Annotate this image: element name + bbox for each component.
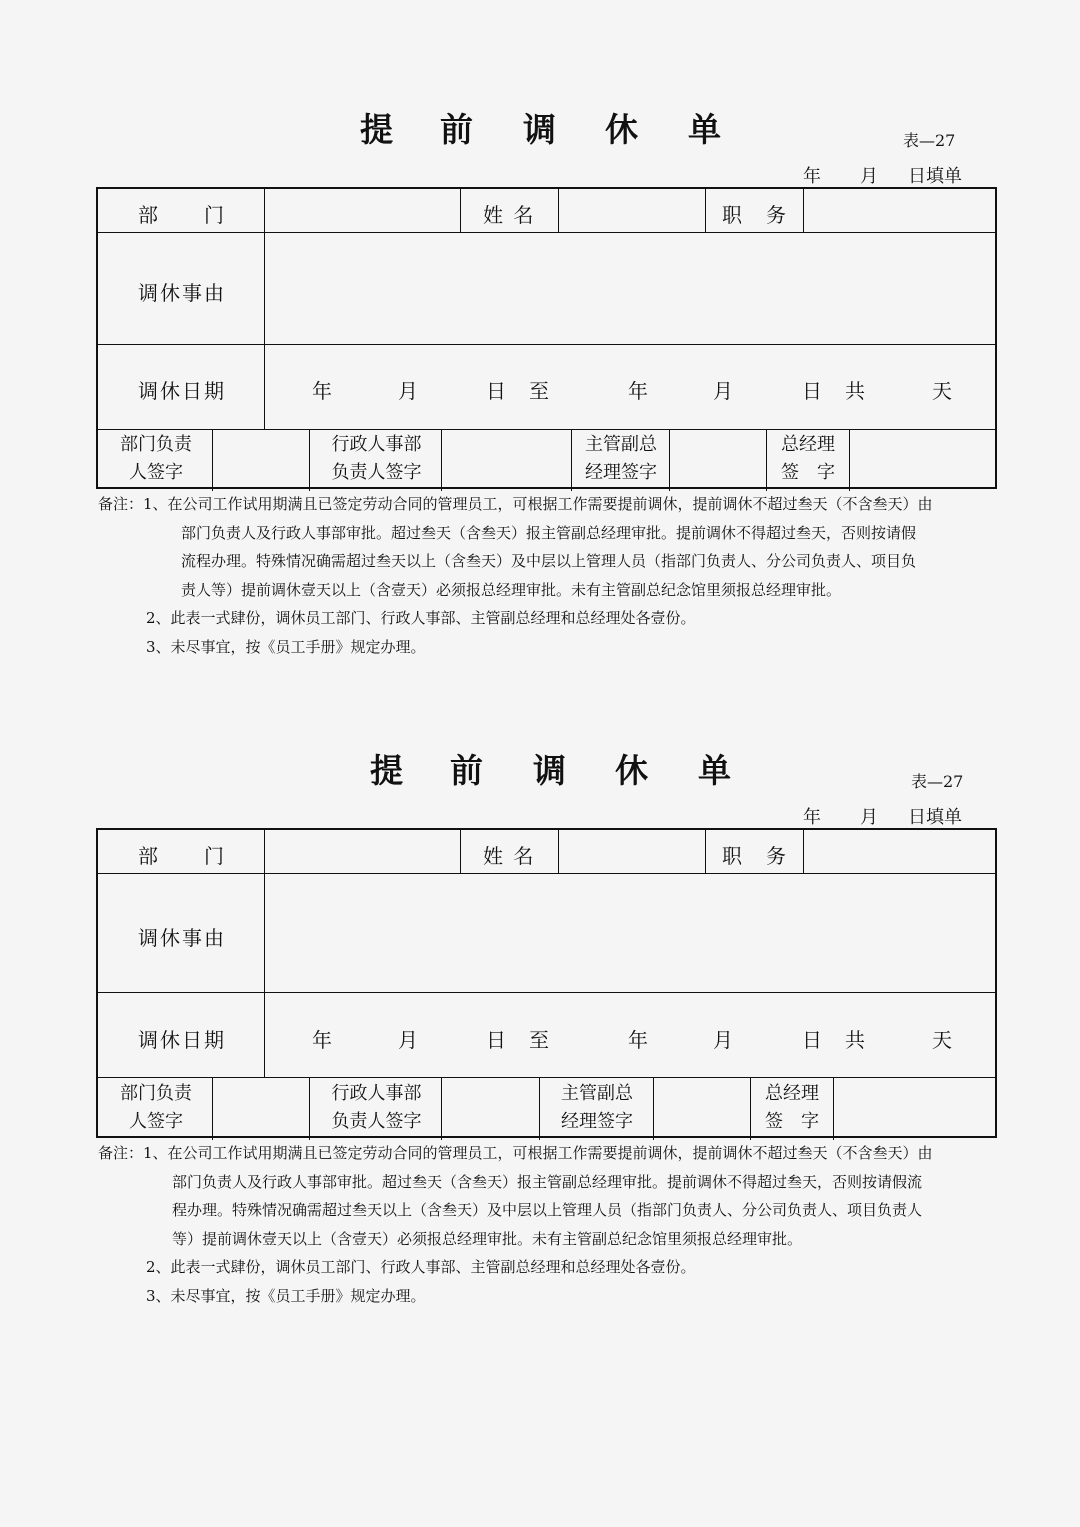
fill-month: 月 (860, 807, 878, 828)
fill-month: 月 (860, 166, 878, 187)
title-char: 休 (615, 751, 648, 790)
date-day-end: 日 (802, 1028, 824, 1052)
title-char: 调 (533, 751, 566, 790)
note-line: 部门负责人及行政人事部审批。超过叁天（含叁天）报主管副总经理审批。提前调休不得超过叁天，否则按请假 (181, 523, 917, 542)
title-char: 前 (450, 751, 483, 790)
title-char: 单 (688, 110, 721, 149)
dept-head-sign-label (112, 1080, 200, 1136)
sign-label-line: 签 字 (765, 1111, 819, 1132)
title-char: 提 (360, 110, 393, 149)
sign-label-line: 人签字 (129, 1111, 183, 1132)
note-line: 3、未尽事宜，按《员工手册》规定办理。 (146, 1286, 426, 1305)
date-year-start: 年 (312, 1028, 334, 1052)
gm-sign-label (752, 1080, 832, 1136)
date-year-start: 年 (312, 379, 334, 403)
reason-field[interactable] (266, 875, 995, 990)
date-day-end: 日 (802, 379, 824, 403)
date-total: 共 (845, 1028, 867, 1052)
sign-label-line: 部门负责 (120, 434, 192, 455)
note-line: 2、此表一式肆份，调休员工部门、行政人事部、主管副总经理和总经理处各壹份。 (146, 1258, 696, 1276)
sign-label-line: 主管副总 (561, 1083, 633, 1104)
reason-label: 调休事由 (138, 281, 226, 305)
sign-label-line: 人签字 (129, 462, 183, 483)
date-month-start: 月 (398, 379, 420, 403)
date-total: 共 (845, 379, 867, 403)
note-line: 部门负责人及行政人事部审批。超过叁天（含叁天）报主管副总经理审批。提前调休不得超过叁天，否则按请假流 (172, 1172, 923, 1191)
date-label: 调休日期 (138, 379, 226, 403)
sign-label-line: 部门负责 (120, 1083, 192, 1104)
note-line: 责人等）提前调休壹天以上（含壹天）必须报总经理审批。未有主管副总纪念馆里须报总经理审批。 (181, 580, 842, 599)
form-code: 表—27 (903, 131, 956, 150)
gm-sign-label (768, 431, 848, 487)
dept-field[interactable] (266, 189, 458, 232)
note-line: 备注：1、在公司工作试用期满且已签定劳动合同的管理员工，可根据工作需要提前调休，提前调休不超过叁天（不含叁天）由 (98, 1144, 933, 1162)
dept-label: 部 门 (138, 844, 226, 868)
name-field[interactable] (560, 189, 703, 232)
date-days: 天 (932, 1028, 954, 1052)
admin-hr-sign-label (319, 431, 434, 487)
sign-label-line: 经理签字 (561, 1111, 633, 1132)
fill-year: 年 (803, 807, 821, 828)
dept-head-sign-label (112, 431, 200, 487)
sign-label-line: 负责人签字 (331, 462, 422, 483)
position-label: 职 务 (722, 203, 788, 227)
fill-day: 日填单 (908, 807, 962, 828)
note-line: 等）提前调休壹天以上（含壹天）必须报总经理审批。未有主管副总纪念馆里须报总经理审批。 (172, 1229, 803, 1248)
name-label: 姓 名 (483, 844, 536, 868)
sign-label-line: 总经理 (765, 1083, 819, 1104)
name-field[interactable] (560, 830, 703, 873)
form-code: 表—27 (911, 772, 964, 791)
vp-sign-label (553, 1080, 641, 1136)
date-month-end: 月 (713, 1028, 735, 1052)
form-table (96, 828, 997, 1138)
reason-label: 调休事由 (138, 926, 226, 950)
sign-label-line: 行政人事部 (331, 434, 422, 455)
date-year-end: 年 (628, 379, 650, 403)
note-line: 2、此表一式肆份，调休员工部门、行政人事部、主管副总经理和总经理处各壹份。 (146, 609, 696, 627)
position-field[interactable] (805, 830, 995, 873)
note-line: 3、未尽事宜，按《员工手册》规定办理。 (146, 637, 426, 656)
title-char: 单 (698, 751, 731, 790)
note-line: 流程办理。特殊情况确需超过叁天以上（含叁天）及中层以上管理人员（指部门负责人、分公司负责人、项目负 (181, 552, 917, 570)
date-day-start: 日 (486, 379, 508, 403)
date-month-start: 月 (398, 1028, 420, 1052)
date-year-end: 年 (628, 1028, 650, 1052)
date-to: 至 (529, 1028, 551, 1052)
date-label: 调休日期 (138, 1028, 226, 1052)
fill-day: 日填单 (908, 166, 962, 187)
admin-hr-sign-label (319, 1080, 434, 1136)
title-char: 休 (605, 110, 638, 149)
vp-sign-label (578, 431, 664, 487)
date-days: 天 (932, 379, 954, 403)
note-line: 备注：1、在公司工作试用期满且已签定劳动合同的管理员工，可根据工作需要提前调休，提前调休不超过叁天（不含叁天）由 (98, 495, 933, 513)
sign-label-line: 签 字 (781, 462, 835, 483)
date-to: 至 (529, 379, 551, 403)
date-day-start: 日 (486, 1028, 508, 1052)
title-char: 调 (523, 110, 556, 149)
title-char: 提 (370, 751, 403, 790)
fill-year: 年 (803, 166, 821, 187)
dept-label: 部 门 (138, 203, 226, 227)
dept-field[interactable] (266, 830, 458, 873)
position-label: 职 务 (722, 844, 788, 868)
reason-field[interactable] (266, 234, 995, 342)
note-line: 程办理。特殊情况确需超过叁天以上（含叁天）及中层以上管理人员（指部门负责人、分公司负责人、项目负责人 (172, 1201, 923, 1219)
sign-label-line: 经理签字 (585, 462, 657, 483)
form-table (96, 187, 997, 489)
date-month-end: 月 (713, 379, 735, 403)
name-label: 姓 名 (483, 203, 536, 227)
title-char: 前 (440, 110, 473, 149)
sign-label-line: 主管副总 (585, 434, 657, 455)
sign-label-line: 总经理 (781, 434, 835, 455)
position-field[interactable] (805, 189, 995, 232)
sign-label-line: 行政人事部 (331, 1083, 422, 1104)
sign-label-line: 负责人签字 (331, 1111, 422, 1132)
